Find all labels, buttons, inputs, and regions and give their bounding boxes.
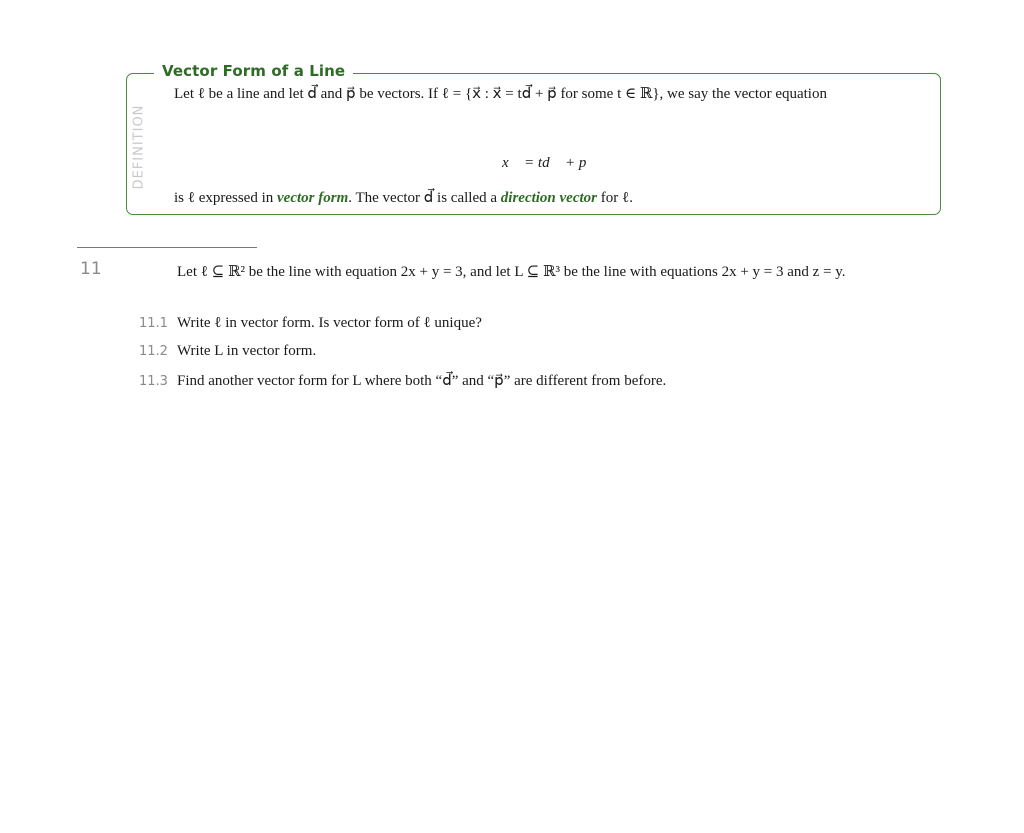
definition-conclusion-part1: is ℓ expressed in	[174, 190, 274, 206]
subproblem-11-3	[139, 371, 666, 390]
problem-statement: Let ℓ ⊆ ℝ² be the line with equation 2x + y = 3, and let L ⊆ ℝ³ be the line with equations 2x + y = 3 and z = y.	[177, 264, 846, 280]
definition-equation: x⃗ = td⃗ + p⃗	[501, 155, 599, 171]
subproblem-number: 11.3	[139, 374, 168, 389]
definition-title: Vector Form of a Line	[154, 62, 353, 80]
term-direction-vector: direction vector	[500, 190, 598, 206]
subproblem-number: 11.1	[139, 316, 168, 331]
section-divider	[77, 247, 257, 248]
subproblem-text: Write ℓ in vector form. Is vector form of ℓ unique?	[177, 315, 482, 331]
definition-conclusion-part3: for ℓ.	[600, 190, 633, 206]
definition-conclusion-part2: . The vector d⃗ is called a	[348, 190, 498, 206]
subproblem-11-1	[139, 315, 482, 332]
subproblem-text: Find another vector form for L where both “d⃗” and “p⃗” are different from before.	[177, 373, 667, 389]
problem-number: 11	[80, 259, 102, 279]
subproblem-text: Write L in vector form.	[177, 343, 317, 359]
definition-conclusion	[174, 188, 926, 207]
definition-text: Let ℓ be a line and let d⃗ and p⃗ be vectors. If ℓ = {x⃗ : x⃗ = td⃗ + p⃗ for some t ∈ ℝ}, we say the vector equation	[174, 86, 827, 102]
definition-side-label: DEFINITION	[131, 104, 147, 190]
subproblem-number: 11.2	[139, 344, 168, 359]
term-vector-form: vector form	[277, 190, 349, 206]
subproblem-11-2	[139, 343, 316, 360]
